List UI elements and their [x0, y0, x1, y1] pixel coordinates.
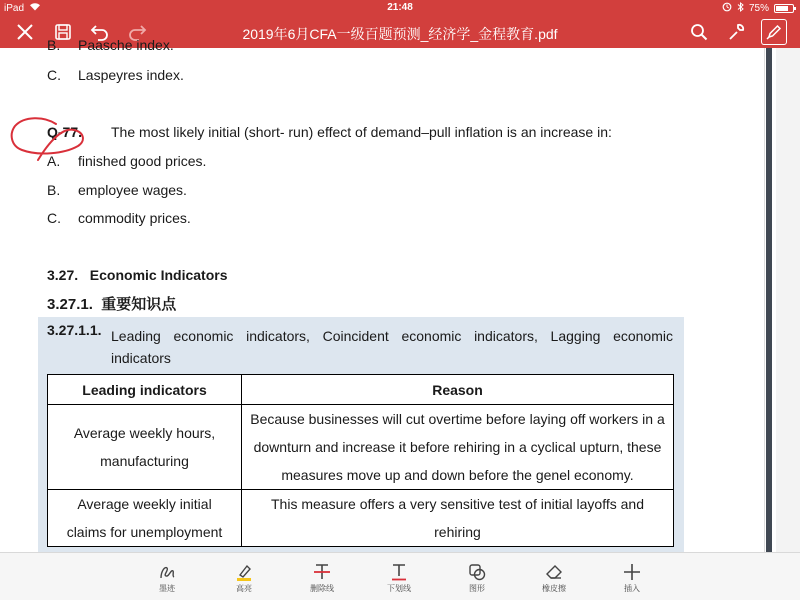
status-bar	[0, 0, 800, 16]
pen-icon	[766, 24, 782, 40]
tools-button[interactable]	[723, 19, 749, 45]
insert-icon	[623, 563, 641, 581]
page-margin	[776, 48, 800, 552]
question-text: The most likely initial (short- run) effect of demand–pull inflation is an increase in:	[111, 124, 612, 140]
tool-underline[interactable]	[369, 557, 429, 597]
strikethrough-icon	[313, 563, 331, 581]
underline-icon	[390, 563, 408, 581]
shape-icon	[468, 563, 486, 581]
question-number: Q-77.	[47, 124, 83, 140]
tool-shape[interactable]	[447, 557, 507, 597]
tool-strikethrough[interactable]	[292, 557, 352, 597]
subsubsection-title: Leading economic indicators, Coincident economic indicators, Lagging economic	[111, 328, 673, 344]
eraser-icon	[545, 563, 563, 581]
clock: 21:48	[387, 2, 413, 13]
column-header: Leading indicators	[48, 375, 242, 405]
annotation-toolbar	[0, 552, 800, 600]
tool-label: 高亮	[236, 584, 252, 593]
tool-label: 墨迹	[159, 584, 175, 593]
option-text: Laspeyres index.	[78, 67, 184, 83]
tool-label: 下划线	[387, 584, 411, 593]
table-cell-reason: Because businesses will cut overtime before laying off workers in a downturn and increase it before rehiring in a cyclical upturn, these measures move up and down before the genel economy.	[242, 405, 674, 490]
table-row	[48, 490, 674, 547]
highlight-icon	[235, 563, 253, 581]
search-icon	[690, 23, 708, 41]
option-text: Paasche index.	[78, 37, 174, 53]
table-row	[48, 405, 674, 490]
wrench-icon	[727, 23, 745, 41]
tool-label: 插入	[624, 584, 640, 593]
tool-ink[interactable]	[137, 557, 197, 597]
subsection-heading: 3.27.1. 重要知识点	[47, 296, 177, 313]
indicators-table	[47, 374, 674, 547]
document-title: 2019年6月CFA一级百题预测_经济学_金程教育.pdf	[242, 26, 558, 42]
device-label: iPad	[4, 2, 25, 14]
battery-percent: 75%	[748, 3, 769, 14]
table-cell-reason: This measure offers a very sensitive test of initial layoffs and rehiring	[242, 490, 674, 547]
option-text: commodity prices.	[78, 210, 191, 226]
alarm-icon	[722, 2, 732, 15]
annotate-button[interactable]	[761, 19, 787, 45]
tool-eraser[interactable]	[524, 557, 584, 597]
battery-fill	[776, 6, 788, 11]
tool-label: 图形	[469, 584, 485, 593]
option-text: finished good prices.	[78, 153, 207, 169]
tool-highlight[interactable]	[214, 557, 274, 597]
pdf-page[interactable]	[0, 37, 760, 552]
subsubsection-title-cont: indicators	[111, 350, 171, 366]
column-header: Reason	[242, 375, 674, 405]
table-cell-indicator: Average weekly hours, manufacturing	[48, 405, 242, 490]
subsubsection-number: 3.27.1.1.	[47, 322, 102, 338]
table-header-row	[48, 375, 674, 405]
option-letter: C.	[47, 210, 61, 226]
bluetooth-icon	[737, 2, 744, 15]
table-cell-indicator: Average weekly initial claims for unemployment	[48, 490, 242, 547]
option-text: employee wages.	[78, 182, 187, 198]
battery-icon	[774, 4, 794, 13]
ink-icon	[158, 563, 176, 581]
search-button[interactable]	[686, 19, 712, 45]
tool-label: 删除线	[310, 584, 334, 593]
option-letter: A.	[47, 153, 61, 169]
option-letter: B.	[47, 37, 61, 53]
section-heading: 3.27. Economic Indicators	[47, 267, 228, 283]
scrollbar-thumb[interactable]	[766, 48, 772, 552]
option-letter: B.	[47, 182, 61, 198]
tool-label: 橡皮擦	[542, 584, 566, 593]
tool-insert[interactable]	[602, 557, 662, 597]
option-letter: C.	[47, 67, 61, 83]
